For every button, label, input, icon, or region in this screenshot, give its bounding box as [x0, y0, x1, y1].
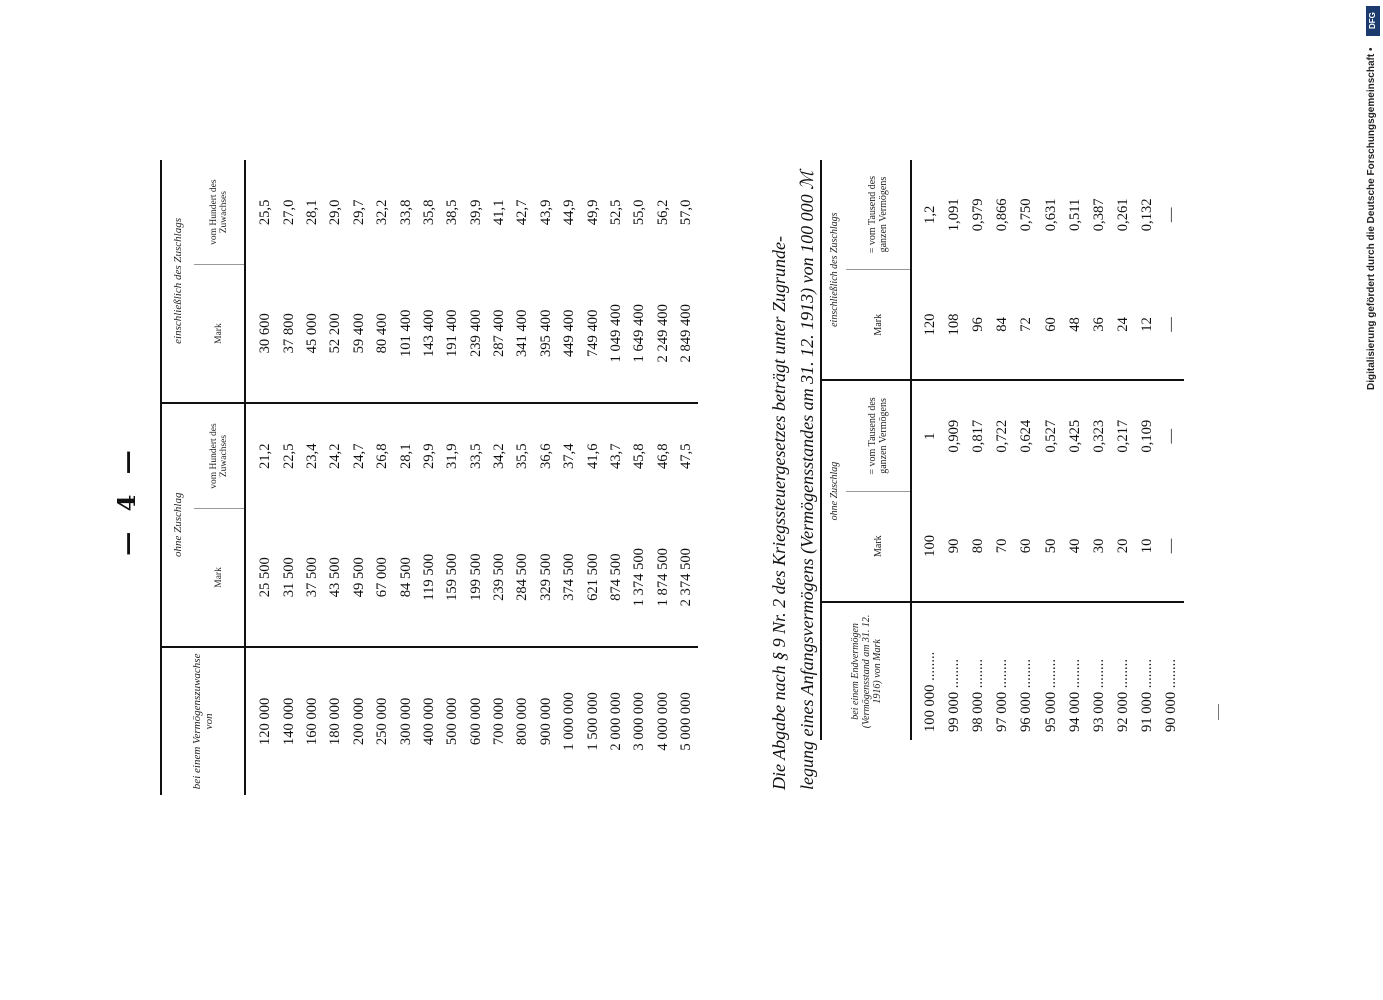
table-cell: 749 400: [584, 309, 601, 358]
table-cell: 45 000: [303, 313, 320, 354]
table-cell: 400 000: [418, 647, 441, 795]
table-row: [245, 160, 277, 795]
caption: [765, 140, 821, 790]
table-cell: 29,9: [418, 403, 441, 509]
table-cell: 3 000 000: [628, 647, 651, 795]
table-cell: 90 000 ........: [1160, 602, 1184, 740]
table-row: [324, 160, 347, 795]
table-cell: 108: [945, 313, 962, 336]
table-cell: 80 400: [374, 313, 391, 354]
table-cell: 95 000 ........: [1039, 602, 1063, 740]
margin-mark: [1218, 704, 1219, 720]
table-cell: 47,5: [675, 403, 698, 509]
table-cell: 0,217: [1112, 380, 1136, 491]
table-cell: 900 000: [535, 647, 558, 795]
table-cell: 120 000: [245, 647, 277, 795]
table-row: [558, 160, 581, 795]
table-cell: 37,4: [558, 403, 581, 509]
table-cell: 44,9: [561, 199, 578, 226]
table-cell: 29,0: [327, 199, 344, 226]
caption-line-2: legung eines Anfangsvermögens (Vermögensstandes am 31. 12. 1913) von 100 000 ℳ: [797, 170, 817, 790]
table-cell: 49,9: [584, 199, 601, 226]
table-cell: 341 400: [514, 309, 531, 358]
table-cell: 29,7: [350, 199, 367, 226]
table-cell: 92 000 ........: [1112, 602, 1136, 740]
table-cell: 0,722: [991, 380, 1015, 491]
table-cell: 120: [921, 313, 938, 336]
table-row: [277, 160, 300, 795]
header-vomhundert-1: vom Hundert des Zuwachses: [194, 403, 245, 509]
header-mark-4: Mark: [846, 270, 911, 381]
table-row: [394, 160, 417, 795]
table-cell: 284 500: [514, 553, 531, 601]
table-cell: 1 649 400: [631, 304, 648, 363]
dfg-logo: DFG: [1366, 6, 1380, 36]
header-mark-3: Mark: [846, 491, 911, 602]
table-cell: 1 000 000: [558, 647, 581, 795]
table-cell: 28,1: [303, 199, 320, 226]
table-cell: 500 000: [441, 647, 464, 795]
table-cell: 600 000: [465, 647, 488, 795]
table-cell: 621 500: [584, 553, 601, 601]
table2-body: [911, 160, 1184, 740]
table-row: [301, 160, 324, 795]
table-wealth-increase: [160, 160, 698, 795]
table-cell: 50: [1042, 538, 1059, 554]
table-cell: 55,0: [631, 199, 648, 226]
table-cell: 10: [1139, 538, 1156, 554]
page-number: — 4 —: [112, 444, 141, 556]
table-cell: 0,425: [1063, 380, 1087, 491]
table-cell: 21,2: [245, 403, 277, 509]
table-cell: 22,5: [277, 403, 300, 509]
table-cell: 374 500: [561, 553, 578, 601]
table-cell: 1 049 400: [608, 304, 625, 363]
table-row: [605, 160, 628, 795]
table-cell: 160 000: [301, 647, 324, 795]
table-cell: 1 500 000: [581, 647, 604, 795]
header-ohne-zuschlag: ohne Zuschlag: [161, 403, 194, 647]
header-einschl-zuschlag-2: einschließlich des Zuschlags: [828, 212, 840, 327]
table-cell: 2 849 400: [678, 304, 695, 363]
table-cell: 0,866: [994, 198, 1011, 232]
table-cell: 199 500: [467, 553, 484, 601]
table-cell: 0,323: [1087, 380, 1111, 491]
table-row: [441, 160, 464, 795]
table-cell: 60: [1018, 538, 1035, 554]
table-cell: 287 400: [491, 309, 508, 358]
table-cell: 159 500: [444, 553, 461, 601]
table-row: [1136, 160, 1160, 740]
table-cell: 35,8: [420, 199, 437, 226]
table-cell: 49 500: [350, 557, 367, 598]
table-cell: 100 000 ........: [911, 602, 942, 740]
table-cell: 30 600: [257, 313, 274, 354]
table-row: [652, 160, 675, 795]
header-vomtausend-2: = vom Tausend des ganzen Vermögens: [846, 160, 911, 270]
table-cell: 0,979: [969, 198, 986, 232]
table-cell: 93 000 ........: [1087, 602, 1111, 740]
table-row: [581, 160, 604, 795]
table-cell: 449 400: [561, 309, 578, 358]
table-cell: 23,4: [301, 403, 324, 509]
table1-body: [245, 160, 698, 795]
table-row: [465, 160, 488, 795]
table-cell: —: [1163, 317, 1180, 332]
table-cell: 2 249 400: [654, 304, 671, 363]
table-cell: 36,6: [535, 403, 558, 509]
table-cell: 56,2: [654, 199, 671, 226]
table-cell: 67 000: [374, 557, 391, 598]
header-vomhundert-2: vom Hundert des Zuwachses: [194, 160, 245, 265]
table-cell: 5 000 000: [675, 647, 698, 795]
table-cell: 250 000: [371, 647, 394, 795]
table-cell: —: [1163, 207, 1180, 223]
table-row: [1112, 160, 1136, 740]
table-cell: 37 500: [303, 557, 320, 598]
table-cell: 0,817: [966, 380, 990, 491]
table-cell: 24,7: [348, 403, 371, 509]
table-cell: 0,631: [1042, 198, 1059, 232]
table-row: [942, 160, 966, 740]
table-cell: 43 500: [327, 557, 344, 598]
table-cell: 143 400: [420, 309, 437, 358]
table-cell: 239 500: [491, 553, 508, 601]
table-final-wealth: [820, 160, 1184, 740]
table-cell: 0,261: [1115, 198, 1132, 232]
caption-line-1: Die Abgabe nach § 9 Nr. 2 des Kriegssteuergesetzes beträgt unter Zugrunde-: [769, 236, 789, 790]
table-row: [966, 160, 990, 740]
table-cell: 60: [1042, 317, 1059, 332]
table-cell: 0,750: [1018, 198, 1035, 232]
table-row: [1063, 160, 1087, 740]
table-cell: 1 874 500: [654, 548, 671, 607]
table-cell: 24,2: [324, 403, 347, 509]
table-cell: 24: [1115, 317, 1132, 332]
table-cell: 84 500: [397, 557, 414, 598]
table-cell: 4 000 000: [652, 647, 675, 795]
table-cell: 38,5: [444, 199, 461, 226]
table-cell: 41,1: [491, 199, 508, 226]
table-cell: 239 400: [467, 309, 484, 358]
table-cell: 36: [1090, 317, 1107, 332]
table-cell: 1: [911, 380, 942, 491]
table-cell: 52 200: [327, 313, 344, 354]
table-cell: 119 500: [420, 553, 437, 601]
table-cell: 27,0: [280, 199, 297, 226]
table-cell: 1 374 500: [631, 548, 648, 607]
header-mark-2: Mark: [194, 265, 245, 403]
header-vomtausend-1: = vom Tausend des ganzen Vermögens: [846, 380, 911, 491]
table-row: [1160, 160, 1184, 740]
table-cell: 42,7: [514, 199, 531, 226]
table-cell: 59 400: [350, 313, 367, 354]
table-row: [535, 160, 558, 795]
table-cell: 98 000 ........: [966, 602, 990, 740]
table-cell: 300 000: [394, 647, 417, 795]
table-cell: 72: [1018, 317, 1035, 332]
table-row: [348, 160, 371, 795]
table-cell: 52,5: [608, 199, 625, 226]
table-cell: 0,624: [1015, 380, 1039, 491]
table-cell: 800 000: [511, 647, 534, 795]
table-cell: 32,2: [374, 199, 391, 226]
table-row: [1015, 160, 1039, 740]
table-cell: 140 000: [277, 647, 300, 795]
header-einschl-zuschlag: einschließlich des Zuschlags: [172, 217, 184, 344]
table-cell: 43,7: [605, 403, 628, 509]
header-ohne-zuschlag-2: ohne Zuschlag: [821, 380, 846, 601]
table-cell: 94 000 ........: [1063, 602, 1087, 740]
table-row: [628, 160, 651, 795]
table-cell: 30: [1090, 538, 1107, 554]
table-cell: 31 500: [280, 557, 297, 598]
table-cell: 12: [1139, 317, 1156, 332]
table-cell: 96 000 ........: [1015, 602, 1039, 740]
table-cell: 700 000: [488, 647, 511, 795]
table-row: [1087, 160, 1111, 740]
table-row: [911, 160, 942, 740]
table-cell: 329 500: [537, 553, 554, 601]
table-cell: 97 000 ........: [991, 602, 1015, 740]
table-cell: 80: [969, 538, 986, 554]
table-cell: 395 400: [537, 309, 554, 358]
table-cell: 43,9: [537, 199, 554, 226]
table-cell: 70: [994, 538, 1011, 554]
table-cell: 0,387: [1090, 198, 1107, 232]
table-cell: 57,0: [678, 199, 695, 226]
table-cell: —: [1163, 538, 1180, 554]
table-cell: 0,527: [1039, 380, 1063, 491]
table-row: [418, 160, 441, 795]
table-row: [991, 160, 1015, 740]
table-cell: 31,9: [441, 403, 464, 509]
table-cell: 2 000 000: [605, 647, 628, 795]
table-cell: 101 400: [397, 309, 414, 358]
table-cell: 0,109: [1136, 380, 1160, 491]
table-cell: 34,2: [488, 403, 511, 509]
table-cell: 0,511: [1066, 198, 1083, 231]
table-cell: —: [1160, 380, 1184, 491]
table-cell: 25,5: [257, 199, 274, 226]
header-zuwachs: bei einem Vermögenszuwachse von: [161, 647, 245, 795]
table-cell: 91 000 ........: [1136, 602, 1160, 740]
table-row: [1039, 160, 1063, 740]
table-cell: 39,9: [467, 199, 484, 226]
table-cell: 1,091: [945, 198, 962, 232]
table-cell: 26,8: [371, 403, 394, 509]
table-cell: 874 500: [608, 553, 625, 601]
table-cell: 2 374 500: [678, 548, 695, 607]
table-cell: 46,8: [652, 403, 675, 509]
table-row: [511, 160, 534, 795]
header-endvermoegen: bei einem Endvermögen (Vermögensstand am 31. 12. 1916) von Mark: [821, 602, 911, 740]
table-cell: 41,6: [581, 403, 604, 509]
table-cell: 180 000: [324, 647, 347, 795]
table-cell: 0,132: [1139, 198, 1156, 232]
table-cell: 35,5: [511, 403, 534, 509]
table-cell: 200 000: [348, 647, 371, 795]
table-cell: 0,909: [942, 380, 966, 491]
table-row: [488, 160, 511, 795]
table-cell: 99 000 ........: [942, 602, 966, 740]
table-cell: 37 800: [280, 313, 297, 354]
table-cell: 40: [1066, 538, 1083, 554]
table-cell: 28,1: [394, 403, 417, 509]
digitization-credit: Digitalisierung gefördert durch die Deutsche Forschungsgemeinschaft •: [1366, 47, 1377, 390]
header-mark-1: Mark: [194, 509, 245, 647]
table-cell: 25 500: [257, 557, 274, 598]
table-cell: 100: [921, 534, 938, 557]
table-row: [675, 160, 698, 795]
table-cell: 191 400: [444, 309, 461, 358]
table-cell: 33,5: [465, 403, 488, 509]
table-cell: 20: [1115, 538, 1132, 554]
table-cell: 96: [969, 317, 986, 332]
table-cell: 33,8: [397, 199, 414, 226]
table-cell: 1,2: [921, 205, 938, 224]
table-cell: 90: [945, 538, 962, 554]
table-cell: 84: [994, 317, 1011, 332]
table-row: [371, 160, 394, 795]
table-cell: 45,8: [628, 403, 651, 509]
table-cell: 48: [1066, 317, 1083, 332]
